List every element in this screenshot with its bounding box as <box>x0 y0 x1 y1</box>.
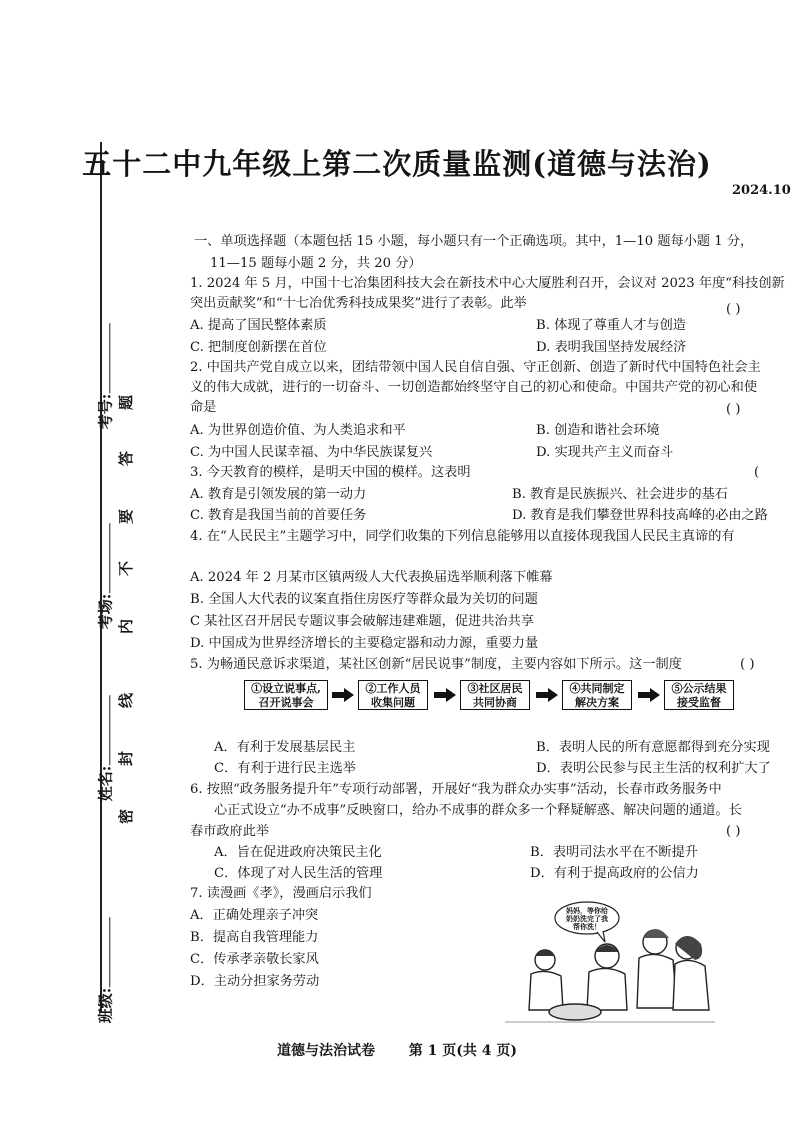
q4-option-d: D. 中国成为世界经济增长的主要稳定器和动力源，重要力量 <box>190 636 539 651</box>
exam-number-label: 考号: <box>94 324 115 430</box>
q1-option-c: C. 把制度创新摆在首位 <box>190 340 327 355</box>
seal-char: 不 <box>117 560 136 577</box>
student-name-label: 姓名: <box>94 696 115 802</box>
seal-char: 线 <box>117 692 136 709</box>
section-instructions-line2: 11—15 题每小题 2 分，共 20 分） <box>210 256 422 271</box>
section-instructions-line1: 一、单项选择题（本题包括 15 小题，每小题只有一个正确选项。其中，1—10 题每小题 1 分， <box>194 234 754 249</box>
q6-option-d: D．有利于提高政府的公信力 <box>530 866 699 881</box>
q3-stem: 3. 今天教育的模样，是明天中国的模样。这表明 <box>190 465 471 480</box>
q2-option-d: D. 实现共产主义而奋斗 <box>536 445 674 460</box>
q1-option-a: A. 提高了国民整体素质 <box>190 318 327 333</box>
arrow-right-icon <box>332 688 354 702</box>
q2-option-b: B. 创造和谐社会环境 <box>536 423 660 438</box>
q1-option-b: B. 体现了尊重人才与创造 <box>536 318 686 333</box>
exam-date: 2024.10 <box>732 183 791 198</box>
flow-step-2: ②工作人员 收集问题 <box>358 680 428 710</box>
arrow-right-icon <box>536 688 558 702</box>
q3-option-b: B. 教育是民族振兴、社会进步的基石 <box>512 487 728 502</box>
seal-char: 要 <box>117 508 136 525</box>
seal-char: 密 <box>117 808 136 825</box>
q4-option-c: C 某社区召开居民专题议事会破解违建难题，促进共治共享 <box>190 614 534 629</box>
seal-char: 答 <box>117 450 136 467</box>
arrow-right-icon <box>638 688 660 702</box>
footer-subject: 道德与法治试卷 <box>277 1043 375 1059</box>
page-footer <box>0 1040 794 1060</box>
q5-answer-paren: ( ) <box>740 657 755 672</box>
q2-stem-line3: 命是 <box>190 400 217 415</box>
seal-char: 封 <box>117 750 136 767</box>
q7-option-b: B．提高自我管理能力 <box>190 930 319 945</box>
q7-option-c: C．传承孝亲敬长家风 <box>190 952 319 967</box>
q7-option-a: A．正确处理亲子冲突 <box>190 908 319 923</box>
exam-room-label: 考场: <box>94 524 115 630</box>
seal-char: 内 <box>117 618 136 635</box>
q5-stem: 5. 为畅通民意诉求渠道，某社区创新“居民说事”制度，主要内容如下所示。这一制度 <box>190 657 682 672</box>
arrow-right-icon <box>434 688 456 702</box>
cartoon-speech-bubble: 妈妈，等你给奶奶洗完了我帮你洗！ <box>566 906 608 931</box>
q6-option-a: A．旨在促进政府决策民主化 <box>214 845 382 860</box>
q4-option-a: A. 2024 年 2 月某市区镇两级人大代表换届选举顺利落下帷幕 <box>190 570 553 585</box>
footer-page-number: 第 1 页(共 4 页) <box>408 1043 517 1059</box>
q6-answer-paren: ( ) <box>726 824 741 839</box>
q5-option-a: A．有利于发展基层民主 <box>214 740 356 755</box>
q5-option-d: D．表明公民参与民主生活的权利扩大了 <box>536 761 771 776</box>
q2-option-a: A. 为世界创造价值、为人类追求和平 <box>190 423 406 438</box>
q6-stem-line2: 心正式设立“办不成事”反映窗口，给办不成事的群众多一个释疑解惑、解决问题的通道。长 <box>214 803 742 818</box>
flow-step-4: ④共同制定 解决方案 <box>562 680 632 710</box>
q1-stem-line2: 突出贡献奖”和“十七冶优秀科技成果奖”进行了表彰。此举 <box>190 296 527 311</box>
q7-stem: 7. 读漫画《孝》，漫画启示我们 <box>190 886 372 901</box>
flow-step-3: ③社区居民 共同协商 <box>460 680 530 710</box>
flow-step-5: ⑤公示结果 接受监督 <box>664 680 734 710</box>
q1-option-d: D. 表明我国坚持发展经济 <box>536 340 687 355</box>
q4-stem: 4. 在“人民民主”主题学习中，同学们收集的下列信息能够用以直接体现我国人民民主真谛的有 <box>190 529 735 544</box>
q1-stem-line1: 1. 2024 年 5 月，中国十七冶集团科技大会在新技术中心大厦胜利召开，会议对 2023 年度“科技创新 <box>190 276 785 291</box>
q2-option-c: C. 为中国人民谋幸福、为中华民族谋复兴 <box>190 445 433 460</box>
q4-option-b: B. 全国人大代表的议案直指住房医疗等群众最为关切的问题 <box>190 592 538 607</box>
q2-stem-line1: 2. 中国共产党自成立以来，团结带领中国人民自信自强、守正创新、创造了新时代中国特色社会主 <box>190 360 761 375</box>
q6-option-b: B．表明司法水平在不断提升 <box>530 845 698 860</box>
q6-option-c: C．体现了对人民生活的管理 <box>214 866 383 881</box>
q7-option-d: D．主动分担家务劳动 <box>190 974 320 989</box>
q3-option-d: D. 教育是我们攀登世界科技高峰的必由之路 <box>512 508 768 523</box>
class-label: 班级: <box>94 918 115 1024</box>
q3-option-c: C. 教育是我国当前的首要任务 <box>190 508 367 523</box>
flow-step-1: ①设立说事点, 召开说事会 <box>244 680 328 710</box>
q3-option-a: A. 教育是引领发展的第一动力 <box>190 487 367 502</box>
q5-option-c: C．有利于进行民主选举 <box>214 761 356 776</box>
q3-answer-paren: ( <box>754 465 760 480</box>
q6-stem-line1: 6. 按照“政务服务提升年”专项行动部署，开展好“我为群众办实事”活动，长春市政务服务中 <box>190 782 722 797</box>
q5-option-b: B．表明人民的所有意愿都得到充分实现 <box>536 740 770 755</box>
q2-stem-line2: 义的伟大成就，进行的一切奋斗、一切创造都始终坚守自己的初心和使命。中国共产党的初心和使 <box>190 380 758 395</box>
q2-answer-paren: ( ) <box>726 402 741 417</box>
seal-char: 题 <box>117 394 136 411</box>
q6-stem-line3: 春市政府此举 <box>190 824 270 839</box>
q1-answer-paren: ( ) <box>726 302 741 317</box>
page-title: 五十二中九年级上第二次质量监测(道德与法治) <box>82 147 712 181</box>
